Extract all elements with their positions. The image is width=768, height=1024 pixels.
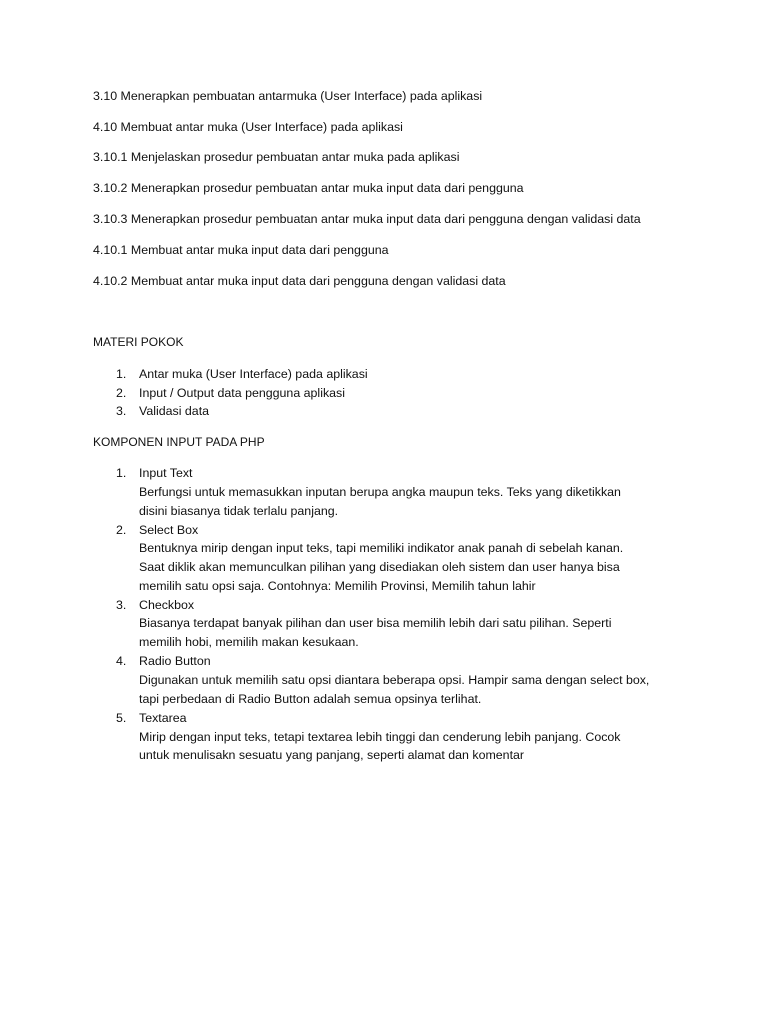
komponen-item-line: Berfungsi untuk memasukkan inputan berupa angka maupun teks. Teks yang diketikkan bbox=[139, 485, 621, 499]
komponen-item-number: 5. bbox=[116, 711, 127, 725]
komponen-heading: KOMPONEN INPUT PADA PHP bbox=[93, 435, 265, 449]
komponen-item-title: Textarea bbox=[139, 711, 187, 725]
objective-3-10: 3.10 Menerapkan pembuatan antarmuka (User Interface) pada aplikasi bbox=[93, 89, 483, 103]
komponen-item-line: memilih satu opsi saja. Contohnya: Memilih Provinsi, Memilih tahun lahir bbox=[139, 579, 536, 593]
materi-item-number: 2. bbox=[116, 386, 127, 400]
objective-3-10-3: 3.10.3 Menerapkan prosedur pembuatan antar muka input data dari pengguna dengan validasi data bbox=[93, 212, 641, 226]
komponen-item-title: Radio Button bbox=[139, 654, 211, 668]
komponen-item-line: tapi perbedaan di Radio Button adalah semua opsinya terlihat. bbox=[139, 692, 482, 706]
objective-4-10-2: 4.10.2 Membuat antar muka input data dari pengguna dengan validasi data bbox=[93, 274, 506, 288]
komponen-item-line: Bentuknya mirip dengan input teks, tapi memiliki indikator anak panah di sebelah kanan. bbox=[139, 541, 624, 555]
komponen-item-line: Digunakan untuk memilih satu opsi diantara beberapa opsi. Hampir sama dengan select box, bbox=[139, 673, 650, 687]
komponen-item-title: Checkbox bbox=[139, 598, 195, 612]
komponen-item-title: Input Text bbox=[139, 466, 193, 480]
komponen-item-number: 3. bbox=[116, 598, 127, 612]
objective-3-10-1: 3.10.1 Menjelaskan prosedur pembuatan antar muka pada aplikasi bbox=[93, 150, 460, 164]
komponen-item-line: Saat diklik akan memunculkan pilihan yang disediakan oleh sistem dan user hanya bisa bbox=[139, 560, 620, 574]
objective-4-10-1: 4.10.1 Membuat antar muka input data dari pengguna bbox=[93, 243, 389, 257]
komponen-item-line: Mirip dengan input teks, tetapi textarea lebih tinggi dan cenderung lebih panjang. Cocok bbox=[139, 730, 621, 744]
objective-3-10-2: 3.10.2 Menerapkan prosedur pembuatan antar muka input data dari pengguna bbox=[93, 181, 524, 195]
materi-item-number: 1. bbox=[116, 367, 127, 381]
materi-pokok-heading: MATERI POKOK bbox=[93, 335, 184, 349]
materi-item-text: Antar muka (User Interface) pada aplikasi bbox=[139, 367, 368, 381]
komponen-item-title: Select Box bbox=[139, 523, 199, 537]
komponen-item-number: 1. bbox=[116, 466, 127, 480]
komponen-item-line: untuk menulisakn sesuatu yang panjang, seperti alamat dan komentar bbox=[139, 748, 525, 762]
komponen-item-number: 4. bbox=[116, 654, 127, 668]
komponen-item-number: 2. bbox=[116, 523, 127, 537]
materi-item-number: 3. bbox=[116, 404, 127, 418]
komponen-item-line: Biasanya terdapat banyak pilihan dan user bisa memilih lebih dari satu pilihan. Seperti bbox=[139, 616, 612, 630]
materi-item-text: Input / Output data pengguna aplikasi bbox=[139, 386, 345, 400]
komponen-item-line: memilih hobi, memilih makan kesukaan. bbox=[139, 635, 359, 649]
komponen-item-line: disini biasanya tidak terlalu panjang. bbox=[139, 504, 339, 518]
objective-4-10: 4.10 Membuat antar muka (User Interface) pada aplikasi bbox=[93, 120, 403, 134]
materi-item-text: Validasi data bbox=[139, 404, 210, 418]
